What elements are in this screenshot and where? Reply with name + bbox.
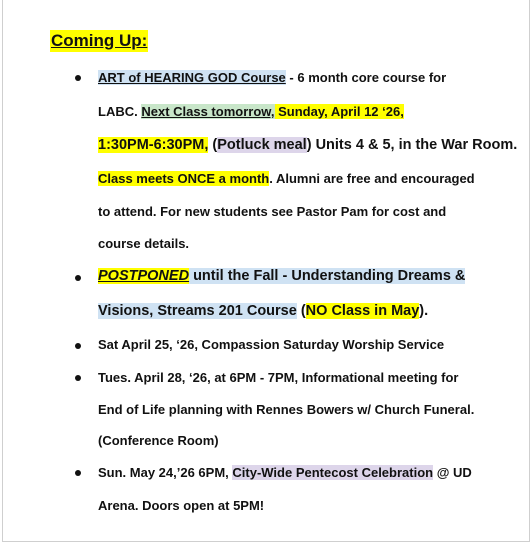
item-4-line-2: End of Life planning with Rennes Bowers w/ Church Funeral. <box>98 402 475 417</box>
item-text: ( <box>296 303 306 319</box>
item-text: ). <box>419 303 429 319</box>
potluck-highlight: Potluck meal <box>217 137 307 153</box>
item-4-line-3: (Conference Room) <box>98 433 219 448</box>
item-text: until the Fall - Understanding Dreams & <box>189 268 466 284</box>
item-1-line-2 <box>98 102 404 122</box>
event-highlight: City-Wide Pentecost Celebration <box>232 465 434 480</box>
item-4-line-1: Tues. April 28, ‘26, at 6PM - 7PM, Informational meeting for <box>98 370 459 385</box>
bullet-icon <box>75 375 81 381</box>
time-highlight: 1:30PM-6:30PM, <box>98 137 209 153</box>
item-1-line-6: course details. <box>98 236 190 251</box>
next-class-highlight: Next Class tomorrow, <box>141 104 275 119</box>
bullet-icon <box>75 343 81 349</box>
bullet-icon <box>75 470 81 476</box>
item-2-line-1 <box>98 266 465 286</box>
item-5-line-2: Arena. Doors open at 5PM! <box>98 498 265 513</box>
postponed-line-highlight <box>98 268 465 284</box>
item-1-line-1 <box>98 68 446 88</box>
item-text: . Alumni are free and encouraged <box>269 171 475 186</box>
item-text: @ UD <box>433 465 472 480</box>
no-class-highlight: NO Class in May <box>305 303 420 319</box>
item-text: LABC. <box>98 104 142 119</box>
item-text: Sun. May 24,’26 6PM, <box>98 465 233 480</box>
date-highlight: Sunday, April 12 ‘26, <box>274 104 404 119</box>
item-text: - 6 month core course for <box>285 70 447 85</box>
course-name-highlight: Visions, Streams 201 Course <box>98 303 297 319</box>
item-1-line-3 <box>98 135 517 155</box>
bullet-icon <box>75 275 81 281</box>
monthly-highlight: Class meets ONCE a month <box>98 171 270 186</box>
item-5-line-1 <box>98 463 472 483</box>
item-text: ( <box>208 137 218 153</box>
item-text: ) Units 4 & 5, in the War Room. <box>306 137 518 153</box>
bullet-icon <box>75 75 81 81</box>
postponed-label: POSTPONED <box>98 268 190 284</box>
item-3-line-1: Sat April 25, ‘26, Compassion Saturday Worship Service <box>98 337 445 352</box>
item-1-line-5: to attend. For new students see Pastor Pam for cost and <box>98 204 447 219</box>
course-title: ART of HEARING GOD Course <box>98 70 286 85</box>
item-2-line-2 <box>98 301 428 321</box>
item-1-line-4 <box>98 169 475 189</box>
section-heading: Coming Up: <box>51 31 148 50</box>
